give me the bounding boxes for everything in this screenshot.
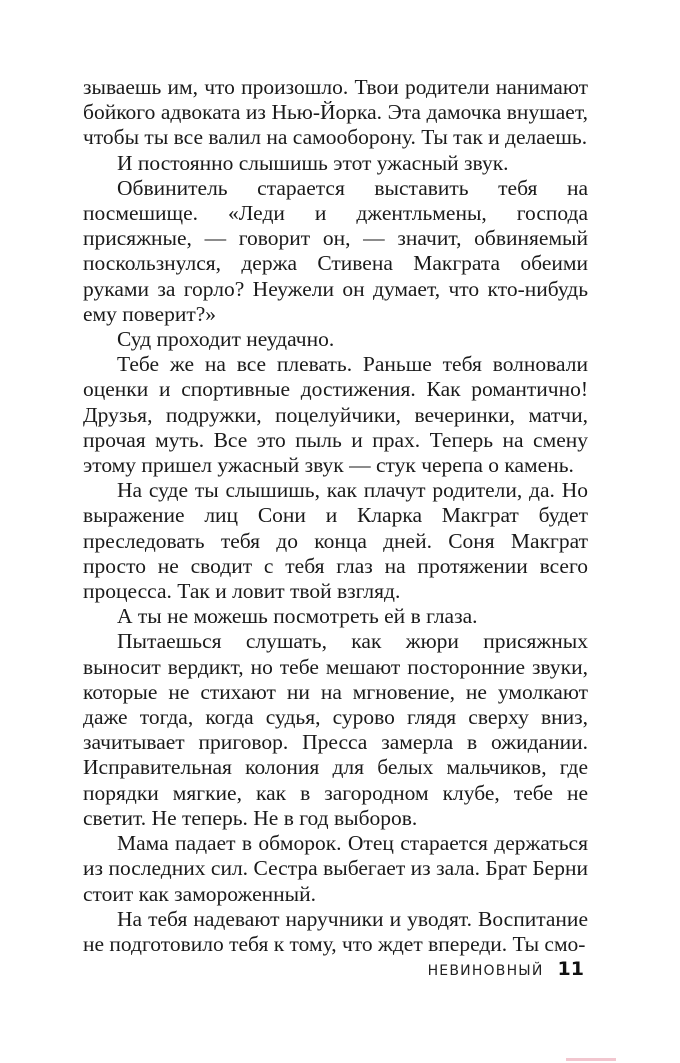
paragraph-2: И постоянно слышишь этот ужасный звук.	[117, 150, 509, 175]
page-footer	[428, 958, 584, 980]
paragraph-4: Суд проходит неудачно.	[117, 327, 335, 352]
paragraph-10: На тебя надевают наручники и уводят. Воспитание не подготовило тебя к тому, что ждет впереди. Ты смо-	[83, 906, 588, 956]
running-title: НЕВИНОВНЫЙ	[427, 963, 544, 979]
paragraph-8: Пытаешься слушать, как жюри присяжных выносит вердикт, но тебе мешают посторонние звуки, которые не стихают ни на мгновение, не умолкают даже тогда, когда судья, сурово глядя сверху вниз, зачитывает приговор. Пресса замерла в ожидании. Исправительная колония для белых мальчиков, где порядки мягкие, как в загородном клубе, тебе не светит. Не теперь. Не в год выборов.	[83, 629, 588, 830]
paragraph-7: А ты не можешь посмотреть ей в глаза.	[117, 604, 478, 629]
paragraph-9: Мама падает в обморок. Отец старается держаться из последних сил. Сестра выбегает из зала. Брат Берни стоит как замороженный.	[83, 831, 588, 906]
edge-mark	[566, 1058, 616, 1061]
paragraph-5: Тебе же на все плевать. Раньше тебя волновали оценки и спортивные достижения. Как романтично! Друзья, подружки, поцелуйчики, вечеринки, матчи, прочая муть. Все это пыль и прах. Теперь на смену этому пришел ужасный звук — стук черепа о камень.	[83, 352, 588, 478]
paragraph-1: зываешь им, что произошло. Твои родители нанимают бойкого адвоката из Нью-Йорка. Эта дамочка внушает, чтобы ты все валил на самооборону. Ты так и делаешь.	[83, 75, 588, 150]
paragraph-3: Обвинитель старается выставить тебя на посмешище. «Леди и джентльмены, господа присяжные, — говорит он, — значит, обвиняемый поскользнулся, держа Стивена Макграта обеими руками за горло? Неужели он думает, что кто-нибудь ему поверит?»	[83, 175, 588, 326]
paragraph-6: На суде ты слышишь, как плачут родители, да. Но выражение лиц Сони и Кларка Макграт будет преследовать тебя до конца дней. Соня Макграт просто не сводит с тебя глаз на протяжении всего процесса. Так и ловит твой взгляд.	[83, 478, 588, 604]
page-number: 11	[557, 958, 584, 980]
page-body-text	[83, 75, 588, 957]
